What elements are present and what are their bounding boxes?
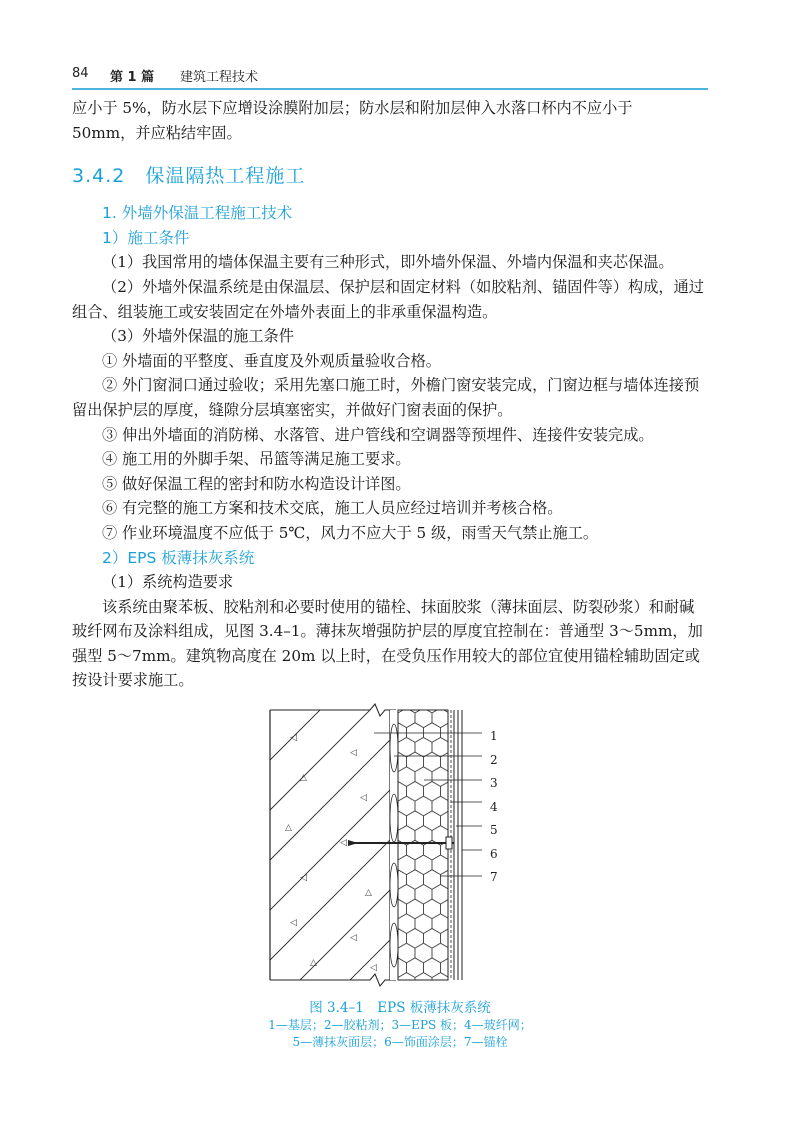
- header-rule: [72, 88, 708, 90]
- svg-text:◁: ◁: [300, 873, 307, 883]
- condition-item: ⑦ 作业环境温度不应低于 5℃，风力不应大于 5 级，雨雪天气禁止施工。: [102, 523, 599, 542]
- book-title: 建筑工程技术: [180, 70, 259, 85]
- svg-text:◁: ◁: [290, 733, 297, 743]
- continued-line: 50mm，并应粘结牢固。: [72, 123, 242, 142]
- condition-item: ① 外墙面的平整度、垂直度及外观质量验收合格。: [102, 351, 441, 370]
- subsection-title: 1. 外墙外保温工程施工技术: [102, 204, 293, 223]
- page-header: [72, 66, 708, 86]
- paragraph: 该系统由聚苯板、胶粘剂和必要时使用的锚栓、抹面胶浆（薄抹面层、防裂砂浆）和耐碱玻纤网布及涂料组成，见图 3.4–1。薄抹灰增强防护层的厚度宜控制在：普通型 3～5mm，加强型 5～7mm。建筑物高度在 20m 以上时，在受负压作用较大的部位宜使用锚栓辅助固定或按设计要求施工。: [72, 597, 703, 690]
- page-number: 84: [72, 66, 89, 81]
- paragraph: （2）外墙外保温系统是由保温层、保护层和固定材料（如胶粘剂、锚固件等）构成，通过组合、组装施工或安装固定在外墙外表面上的非承重保温构造。: [72, 277, 704, 321]
- svg-text:△: △: [310, 958, 317, 968]
- label-6: 6: [490, 846, 498, 861]
- continued-line: 应小于 5%，防水层下应增设涂膜附加层；防水层和附加层伸入水落口杯内不应小于: [72, 99, 633, 117]
- eps-system-diagram: [200, 700, 600, 990]
- paragraph: （1）系统构造要求: [102, 573, 234, 592]
- svg-text:△: △: [300, 773, 307, 783]
- paragraph: （1）我国常用的墙体保温主要有三种形式，即外墙外保温、外墙内保温和夹芯保温。: [102, 253, 674, 272]
- svg-text:◁: ◁: [360, 793, 367, 803]
- label-1: 1: [490, 729, 498, 743]
- section-title: 3.4.2 保温隔热工程施工: [72, 165, 306, 188]
- condition-item: ③ 伸出外墙面的消防梯、水落管、进户管线和空调器等预埋件、连接件安装完成。: [102, 425, 654, 444]
- svg-text:△: △: [285, 823, 292, 833]
- adhesive-layer: [390, 710, 398, 980]
- svg-text:◁: ◁: [340, 838, 347, 848]
- svg-text:◁: ◁: [290, 918, 297, 928]
- paragraph: （3）外墙外保温的施工条件: [102, 327, 294, 346]
- part-label: 第 1 篇: [110, 70, 155, 85]
- svg-text:△: △: [365, 888, 372, 898]
- figure-caption-legend: 5—薄抹灰面层；6—饰面涂层；7—锚栓: [292, 1035, 508, 1049]
- condition-item: ④ 施工用的外脚手架、吊篮等满足施工要求。: [102, 450, 411, 469]
- eps-diagram-svg: [200, 700, 600, 990]
- eps-board: [398, 710, 448, 980]
- outer-layers: [451, 710, 462, 980]
- label-7: 7: [490, 870, 498, 884]
- condition-item: ⑥ 有完整的施工方案和技术交底，施工人员应经过培训并考核合格。: [102, 499, 563, 518]
- label-2: 2: [490, 752, 498, 767]
- page-body: [72, 96, 706, 693]
- figure-caption-title: 图 3.4–1 EPS 板薄抹灰系统: [309, 1000, 491, 1016]
- svg-text:◁: ◁: [350, 933, 357, 943]
- condition-item: ② 外门窗洞口通过验收；采用先塞口施工时，外檐门窗安装完成，门窗边框与墙体连接预留出保护层的厚度，缝隙分层填塞密实，并做好门窗表面的保护。: [72, 376, 700, 419]
- label-3: 3: [490, 776, 498, 790]
- condition-item: ⑤ 做好保温工程的密封和防水构造设计详图。: [102, 474, 411, 493]
- label-5: 5: [490, 823, 498, 837]
- figure-caption-legend: 1—基层；2—胶粘剂；3—EPS 板；4—玻纤网；: [268, 1018, 532, 1032]
- subsubsection-title: 2）EPS 板薄抹灰系统: [102, 548, 255, 567]
- label-column: [490, 725, 498, 890]
- svg-text:◁: ◁: [350, 748, 357, 758]
- svg-text:◁: ◁: [370, 963, 377, 973]
- base-wall: [270, 700, 396, 990]
- subsubsection-title: 1）施工条件: [102, 228, 190, 247]
- label-4: 4: [490, 799, 498, 814]
